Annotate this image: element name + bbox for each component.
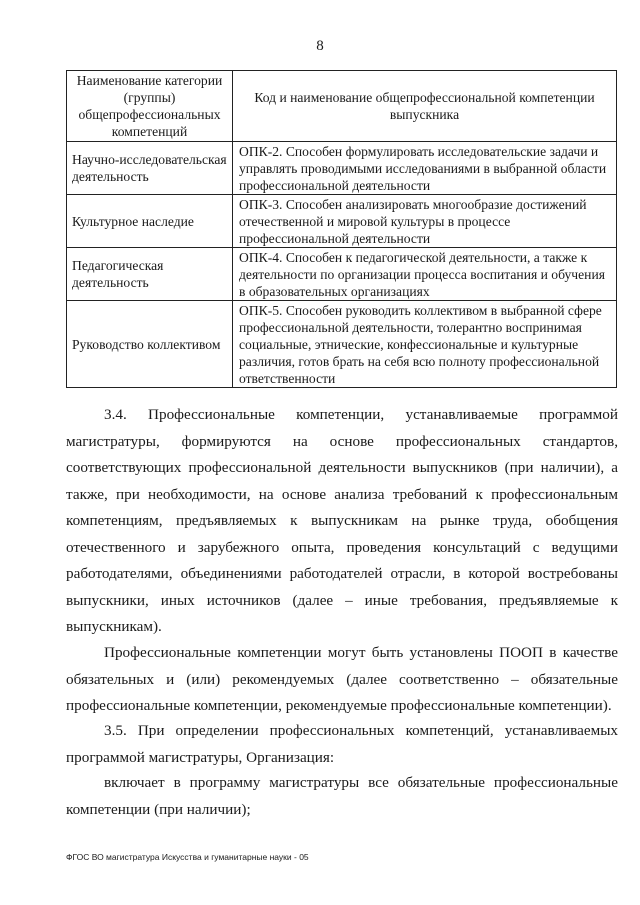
row-competence: ОПК-4. Способен к педагогической деятельности, а также к деятельности по организации процесса воспитания и обучения в образовательных организациях (233, 248, 617, 301)
paragraph-block (66, 770, 618, 823)
paragraph-3-5: 3.5. При определении профессиональных компетенций, устанавливаемых программой магистратуры, Организация: (66, 722, 618, 766)
table-row (67, 142, 617, 195)
row-category: Научно-исследовательская деятельность (67, 142, 233, 195)
table-row (67, 301, 617, 388)
paragraph-3-4: 3.4. Профессиональные компетенции, устанавливаемые программой магистратуры, формируются на основе профессиональных стандартов, соответствующих профессиональной деятельности выпускников (при наличии), а также, при необходимости, на основе анализа требований к профессиональным компетенциям, предъявляемых к выпускникам на рынке труда, обобщения отечественного и зарубежного опыта, проведения консультаций с ведущими работодателями, объединениями работодателей отрасли, в которой востребованы выпускники, иных источников (далее – иные требования, предъявляемые к выпускникам). (66, 406, 618, 635)
paragraph-block (66, 718, 618, 771)
page-number: 8 (316, 38, 324, 54)
row-competence: ОПК-2. Способен формулировать исследовательские задачи и управлять проводимыми исследованиями в выбранной области профессиональной деятельности (233, 142, 617, 195)
header-competence: Код и наименование общепрофессиональной компетенции выпускника (233, 71, 617, 142)
footer-note: ФГОС ВО магистратура Искусства и гуманитарные науки - 05 (66, 852, 309, 862)
paragraph-block (66, 640, 618, 720)
paragraph-block (66, 402, 618, 641)
row-category: Педагогическая деятельность (67, 248, 233, 301)
paragraph-includes: включает в программу магистратуры все обязательные профессиональные компетенции (при наличии); (66, 774, 618, 818)
row-competence: ОПК-3. Способен анализировать многообразие достижений отечественной и мировой культуры в процессе профессиональной деятельности (233, 195, 617, 248)
table-header-row (67, 71, 617, 142)
row-category: Руководство коллективом (67, 301, 233, 388)
paragraph-professional-competencies: Профессиональные компетенции могут быть установлены ПООП в качестве обязательных и (или) рекомендуемых (далее соответственно – обязательные профессиональные компетенции, рекомендуемые профессиональные компетенции). (66, 644, 618, 714)
row-competence: ОПК-5. Способен руководить коллективом в выбранной сфере профессиональной деятельности, толерантно воспринимая социальные, этнические, конфессиональные и культурные различия, готов брать на себя всю полноту профессиональной ответственности (233, 301, 617, 388)
table-row (67, 248, 617, 301)
row-category: Культурное наследие (67, 195, 233, 248)
competence-table (66, 70, 617, 388)
table-row (67, 195, 617, 248)
header-category: Наименование категории (группы) общепрофессиональных компетенций (67, 71, 233, 142)
